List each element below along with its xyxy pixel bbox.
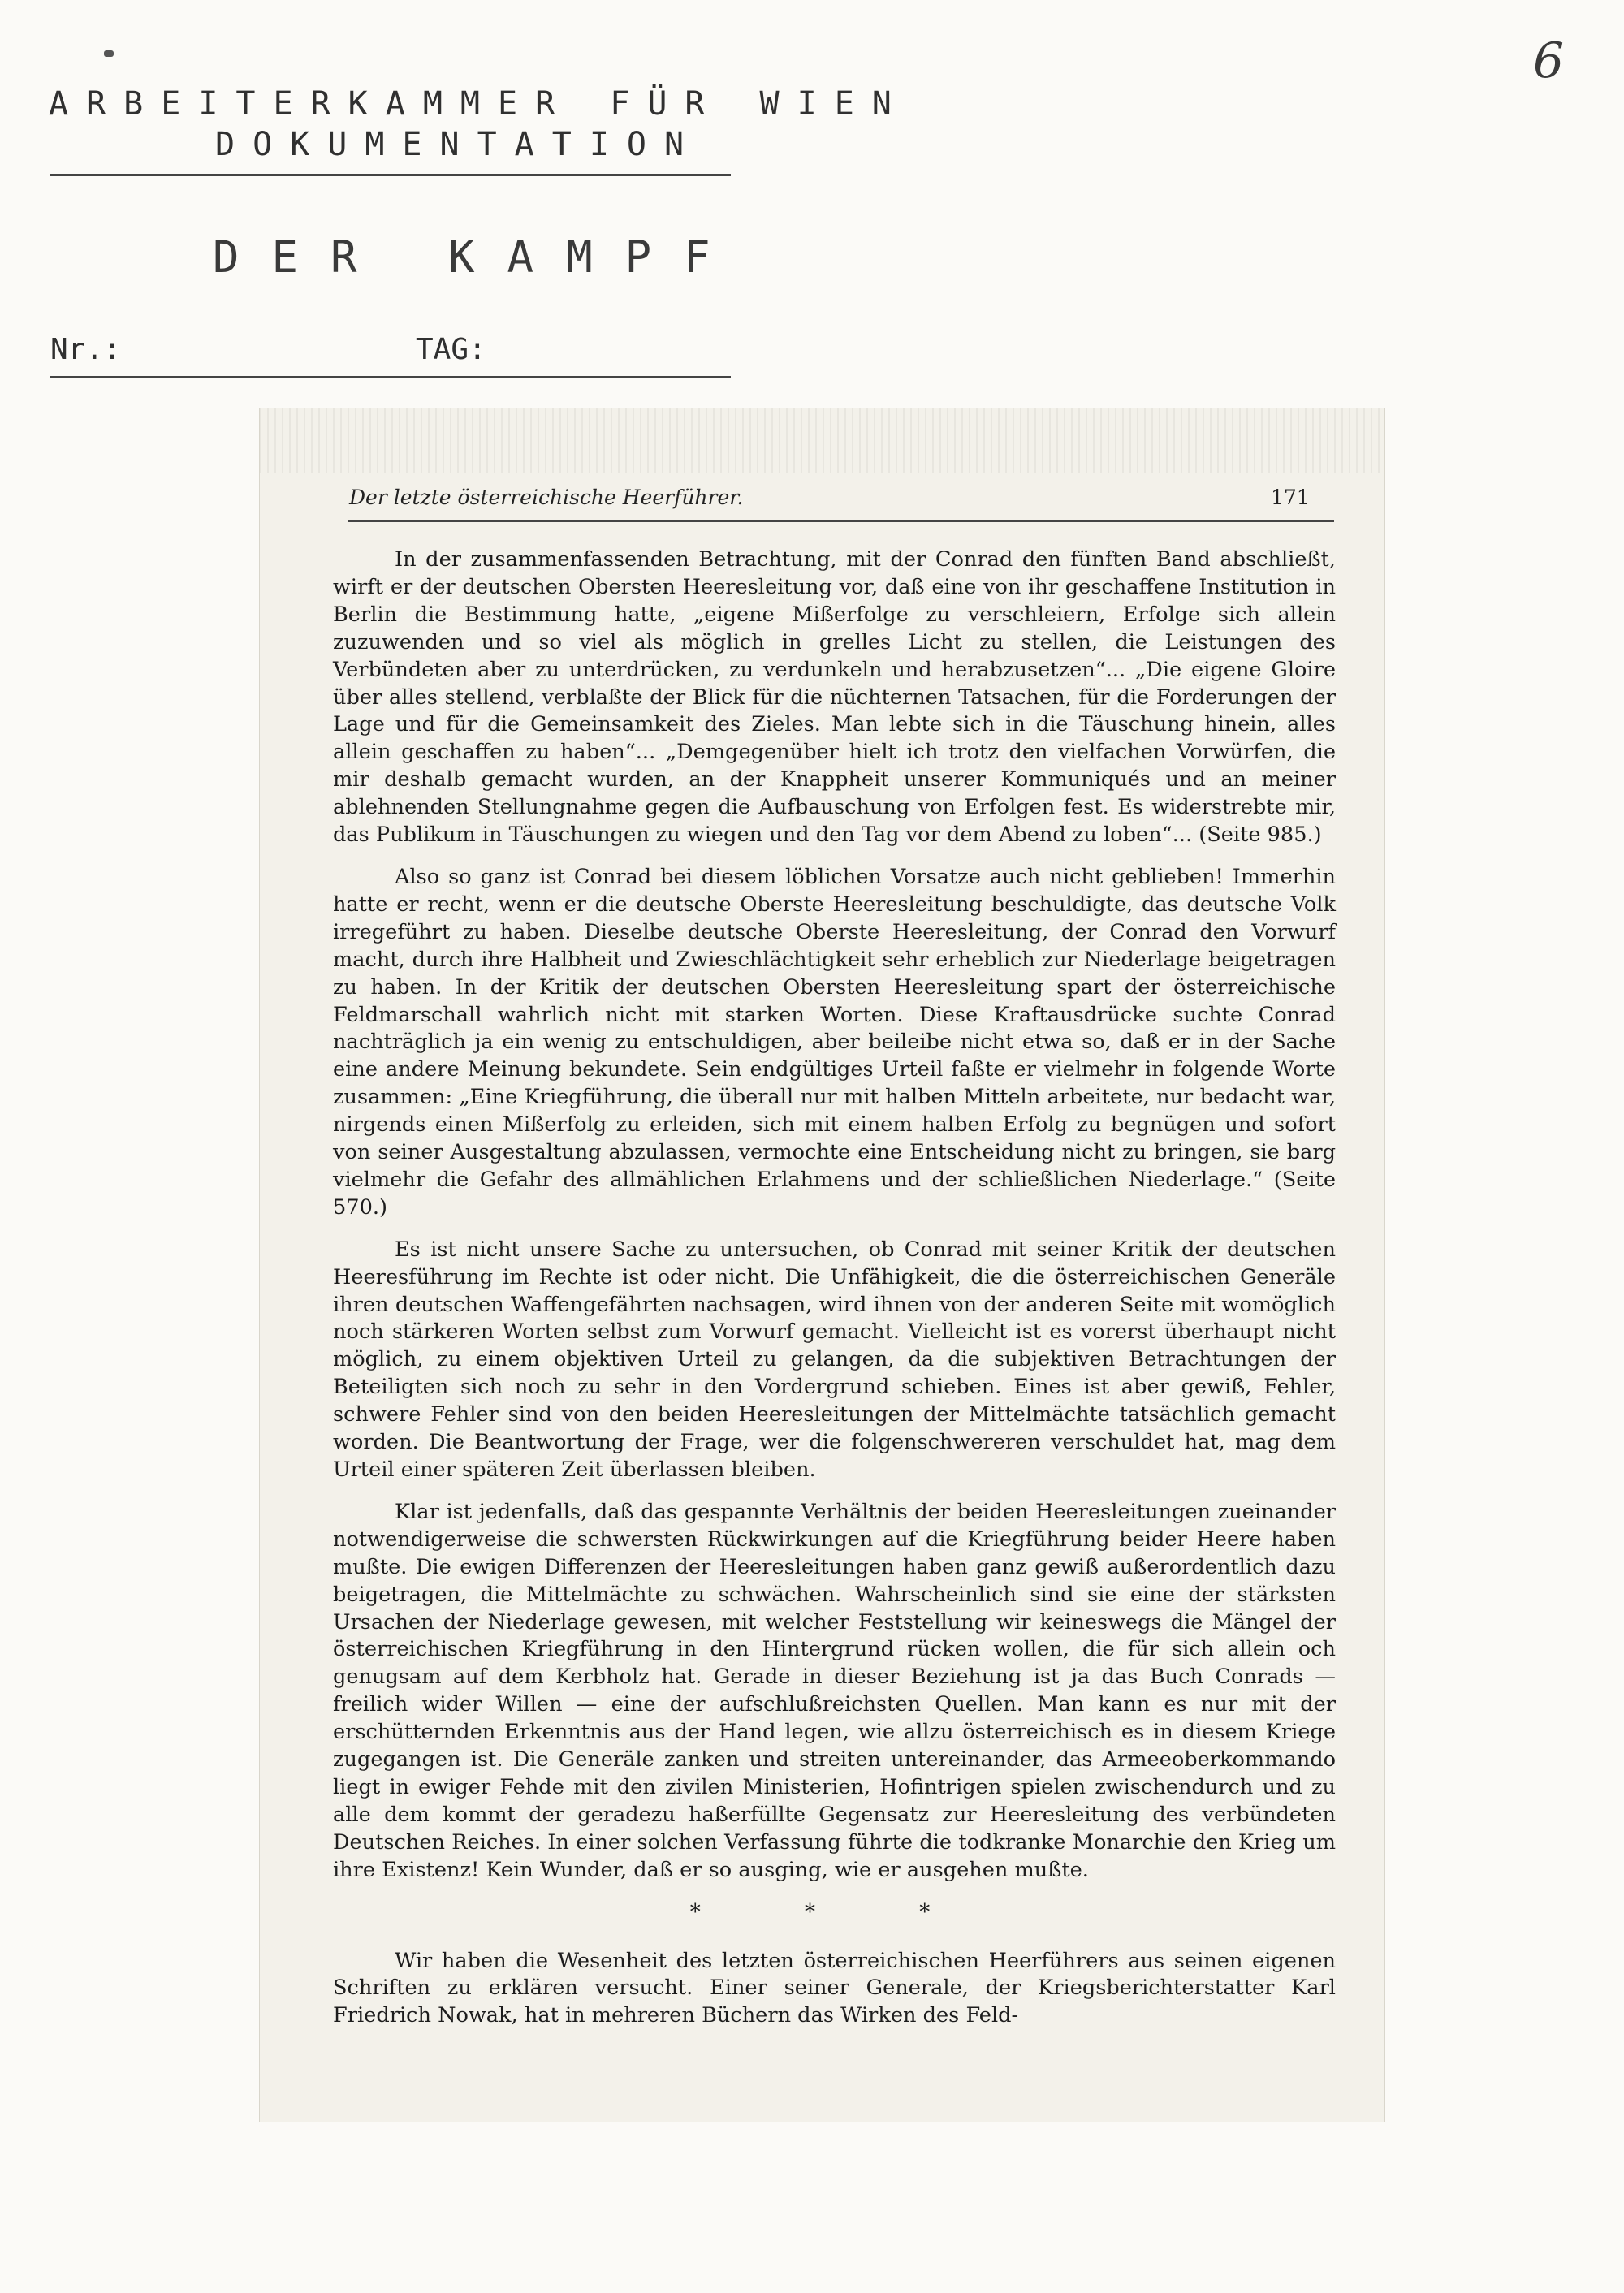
clipping-page-number: 171 bbox=[1271, 486, 1310, 509]
paragraph: Es ist nicht unsere Sache zu untersuchen, ob Conrad mit seiner Kritik der deutschen Heeresführung im Rechte ist oder nicht. Die Unfähigkeit, die die österreichischen Generäle ihren deutschen Waffengefährten nachsagen, wird ihnen von der anderen Seite mit womöglich noch stärkeren Worten selbst zum Vorwurf gemacht. Vielleicht ist es vorerst überhaupt nicht möglich, zu einem objektiven Urteil zu gelangen, da die subjektiven Betrachtungen der Beteiligten sich noch zu sehr in den Vordergrund schieben. Eines ist aber gewiß, Fehler, schwere Fehler sind von den beiden Heeresleitungen der Mittelmächte tatsächlich gemacht worden. Die Beantwortung der Frage, wer die folgenschwereren verschuldet hat, mag dem Urteil einer späteren Zeit überlassen bleiben. bbox=[333, 1237, 1336, 1482]
stamp-divider bbox=[50, 174, 731, 176]
fields-divider bbox=[50, 376, 731, 378]
running-title: Der letzte österreichische Heerführer. bbox=[349, 486, 744, 509]
paragraph: Also so ganz ist Conrad bei diesem löblichen Vorsatze auch nicht geblieben! Immerhin hatte er recht, wenn er die deutsche Oberste Heeresleitung beschuldigte, das deutsche Volk irregeführt zu haben. Dieselbe deutsche Oberste Heeresleitung, der Conrad den Vorwurf macht, durch ihre Halbheit und Zwieschlächtigkeit sehr erheblich zur Niederlage beigetragen zu haben. In der Kritik der deutschen Obersten Heeresleitung spart der österreichische Feldmarschall wahrlich nicht mit starken Worten. Diese Kraftausdrücke suchte Conrad nachträglich ja ein wenig zu entschuldigen, aber beileibe nicht etwa so, daß er in der Sache eine andere Meinung bekundete. Sein endgültiges Urteil faßte er vielmehr in folgende Worte zusammen: „Eine Kriegführung, die überall nur mit halben Mitteln arbeitete, nur bedacht war, nirgends einen Mißerfolg zu erleiden, sich mit einem halben Erfolg zu begnügen und sofort von seiner Ausgestaltung abzulassen, vermochte eine Entscheidung nicht zu bringen, sie barg vielmehr die Gefahr des allmählichen Erlahmens und der schließlichen Niederlage.“ (Seite 570.) bbox=[333, 864, 1336, 1220]
photocopy-noise bbox=[260, 408, 1384, 473]
paragraph: Wir haben die Wesenheit des letzten österreichischen Heerführers aus seinen eigenen Schriften zu erklären versucht. Einer seiner Generale, der Kriegsberichterstatter Karl Friedrich Nowak, hat in mehreren Büchern das Wirken des Feld- bbox=[333, 1948, 1336, 2028]
stamp-dot bbox=[104, 50, 114, 57]
stamp-department: DOKUMENTATION bbox=[215, 126, 702, 163]
running-head-rule bbox=[348, 520, 1334, 522]
paragraph: In der zusammenfassenden Betrachtung, mit der Conrad den fünften Band abschließt, wirft er der deutschen Obersten Heeresleitung vor, daß eine von ihr geschaffene Institution in Berlin die Bestimmung hatte, „eigene Mißerfolge zu verschleiern, Erfolge sich allein zuzuwenden und so viel als möglich in grelles Licht zu stellen, die Leistungen des Verbündeten aber zu unterdrücken, zu verdunkeln und herabzusetzen“... „Die eigene Gloire über alles stellend, verblaßte der Blick für die nüchternen Tatsachen, für die Forderungen der Lage und für die Gemeinsamkeit des Zieles. Man lebte sich in die Täuschung hinein, alles allein geschaffen zu haben“... „Demgegenüber hielt ich trotz den vielfachen Vorwürfen, die mir deshalb gemacht wurden, an der Knappheit unserer Kommuniqués und an meiner ablehnenden Stellungnahme gegen die Aufbauschung von Erfolgen fest. Es widerstrebte mir, das Publikum in Täuschungen zu wiegen und den Tag vor dem Abend zu loben“... (Seite 985.) bbox=[333, 547, 1336, 848]
stamp-institution: ARBEITERKAMMER FÜR WIEN bbox=[49, 85, 909, 123]
section-separator: * * * bbox=[689, 1899, 979, 1924]
paragraph: Klar ist jedenfalls, daß das gespannte Verhältnis der beiden Heeresleitungen zueinander notwendigerweise die schwersten Rückwirkungen auf die Kriegführung beider Heere haben mußte. Die ewigen Differenzen der Heeresleitungen haben ganz gewiß außerordentlich dazu beigetragen, die Mittelmächte zu schwächen. Wahrscheinlich sind sie eine der stärksten Ursachen der Niederlage gewesen, mit welcher Feststellung wir keineswegs die Mängel der österreichischen Kriegführung in den Hintergrund rücken wollen, die für sich allein och genugsam auf dem Kerbholz hat. Gerade in dieser Beziehung ist ja das Buch Conrads — freilich wider Willen — eine der aufschlußreichsten Quellen. Man kann es nur mit der erschütternden Erkenntnis aus der Hand legen, wie allzu österreichisch es in diesem Kriege zugegangen ist. Die Generäle zanken und streiten untereinander, das Armeeoberkommando liegt in ewiger Fehde mit den zivilen Ministerien, Hofintrigen spielen zwischendurch und zu alle dem kommt der geradezu haßerfüllte Gegensatz zur Heeresleitung des verbündeten Deutschen Reiches. In einer solchen Verfassung führte die todkranke Monarchie den Krieg um ihre Existenz! Kein Wunder, daß er so ausging, wie er ausgehen mußte. bbox=[333, 1499, 1336, 1882]
newspaper-clipping bbox=[260, 408, 1384, 2122]
page-number: 6 bbox=[1533, 32, 1565, 89]
newspaper-name: DER KAMPF bbox=[213, 231, 743, 283]
date-label: TAG: bbox=[416, 333, 486, 366]
issue-number-label: Nr.: bbox=[50, 333, 121, 366]
article-body bbox=[333, 546, 1336, 2045]
